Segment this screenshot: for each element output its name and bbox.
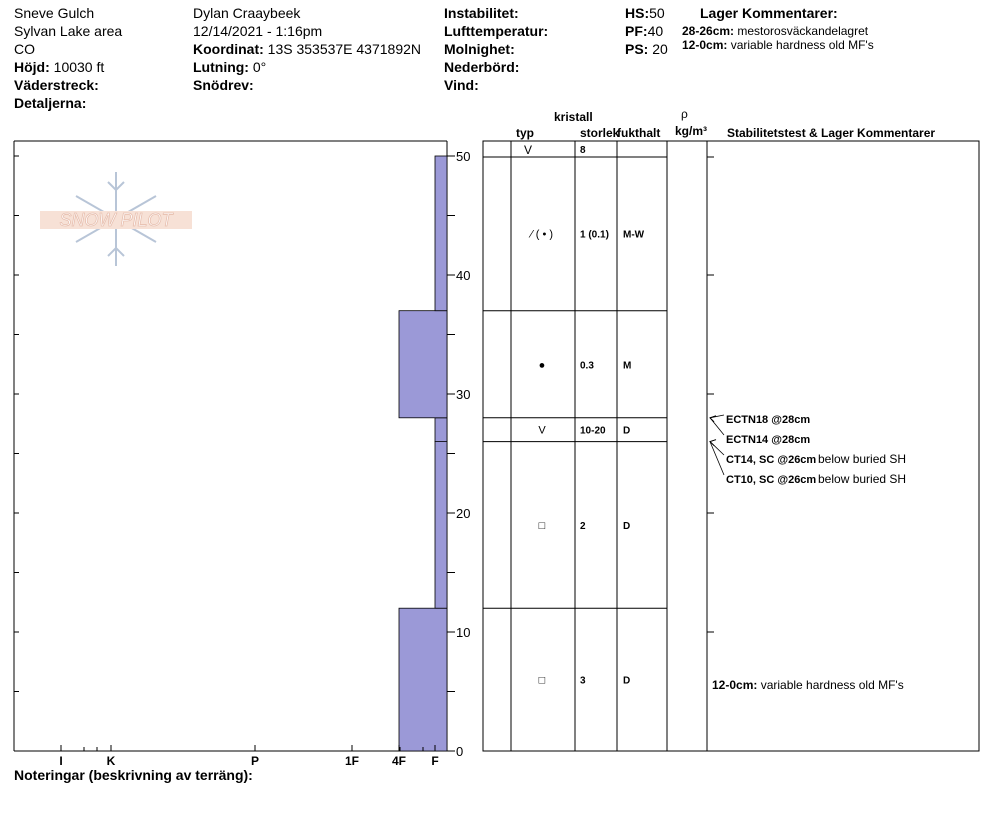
layer-moisture-4: D [623,675,631,687]
notes-label: Noteringar (beskrivning av terräng): [14,767,253,783]
layer-moisture-1: M [623,360,632,372]
layer-moisture-3: D [623,520,631,532]
hardness-bar-1 [435,442,447,609]
coord-label: Koordinat: [193,41,264,57]
hardness-bars [399,156,447,751]
hardness-bar-4 [435,156,447,311]
y-tick-label: 30 [456,387,471,402]
bottom-comment-range: 12-0cm: [712,678,758,692]
bottom-comment-text: variable hardness old MF's [760,678,904,692]
x-tick-label: F [431,754,439,768]
stability-comment-3: below buried SH [818,472,907,486]
layer-comment-2-range: 12-0cm: [682,38,728,52]
state-name: CO [14,41,35,57]
hardness-bar-3 [399,311,447,418]
bottom-layer-comment [712,678,904,692]
header-moisture: fukthalt [617,126,661,140]
layer-comment-1-text: mestorosväckandelagret [737,24,869,38]
air-temp-label: Lufttemperatur: [444,23,549,39]
logo-text: SNOW PILOT [59,210,173,230]
location-name: Sneve Gulch [14,5,95,21]
header-stability: Stabilitetstest & Lager Kommentarer [727,126,936,140]
hs-value: 50 [649,5,665,21]
stability-annotations [710,414,906,486]
layer-moisture-0: M-W [623,229,645,241]
clouds-label: Molnighet: [444,41,515,57]
y-tick-label: 40 [456,268,471,283]
layer-comment-2-text: variable hardness old MF's [730,38,874,52]
hs-label: HS: [625,5,650,21]
area-name: Sylvan Lake area [14,23,123,39]
stability-comment-2: below buried SH [818,452,907,466]
x-tick-label: 4F [391,754,407,768]
hardness-bar-2 [435,418,447,442]
y-tick-label: 10 [456,625,471,640]
x-tick-label: P [250,754,260,768]
layer-comments-title: Lager Kommentarer: [700,5,838,21]
layer-size-3: 2 [580,520,586,532]
layer-table-border [483,141,979,751]
instability-label: Instabilitet: [444,5,519,21]
aspect-label: Väderstreck: [14,77,99,93]
layer-comment-1-range: 28-26cm: [682,24,735,38]
y-tick-label: 50 [456,149,471,164]
header-crystal: kristall [554,110,593,124]
ps-label: PS: [625,41,649,57]
elevation-value: 10030 ft [53,59,105,75]
header-density-unit: kg/m³ [675,124,708,138]
x-tick-label: 1F [344,754,360,768]
layer-size-4: 3 [580,675,586,687]
header-type: typ [516,126,534,140]
slope-value: 0° [252,59,267,75]
layer-size-0: 1 (0.1) [580,229,609,241]
layer-type-glyph-4: □ [538,674,546,687]
stability-test-1: ECTN14 @28cm [726,434,811,446]
ps-value: 20 [652,41,668,57]
slope-label: Lutning: [193,59,249,75]
details-label: Detaljerna: [14,95,87,111]
surface-type-glyph: V [523,143,533,157]
layer-type-glyph-0: ⁄ ( • ) [530,228,554,241]
observer-name: Dylan Craaybeek [193,5,301,21]
surface-size: 8 [580,145,586,156]
hardness-chart [14,141,447,751]
coord-value: 13S 353537E 4371892N [267,41,422,57]
stability-test-2: CT14, SC @26cm [726,454,817,466]
stability-arrow-3 [710,442,724,475]
x-tick-label: I [59,754,63,768]
x-tick-label: K [106,754,116,768]
stability-test-0: ECTN18 @28cm [726,414,811,426]
wind-label: Vind: [444,77,479,93]
layer-moisture-2: D [623,425,631,437]
y-tick-label: 20 [456,506,471,521]
header-size: storlek [580,126,620,140]
header-rho: ρ [681,107,688,121]
precip-label: Nederbörd: [444,59,520,75]
pf-value: 40 [647,23,664,39]
layer-table [483,141,979,751]
layer-size-1: 0.3 [580,360,594,372]
drift-label: Snödrev: [193,77,254,93]
layer-type-glyph-1: ● [538,359,546,372]
stability-test-3: CT10, SC @26cm [726,474,817,486]
layer-type-glyph-3: □ [538,519,546,532]
layer-size-2: 10-20 [580,425,606,437]
date-time: 12/14/2021 - 1:16pm [193,23,323,39]
elevation-label: Höjd: [14,59,50,75]
hardness-bar-0 [399,608,447,751]
pf-label: PF: [625,23,648,39]
snowpilot-logo [40,172,192,266]
layer-type-glyph-2: V [538,424,546,437]
y-tick-label: 0 [456,744,464,759]
